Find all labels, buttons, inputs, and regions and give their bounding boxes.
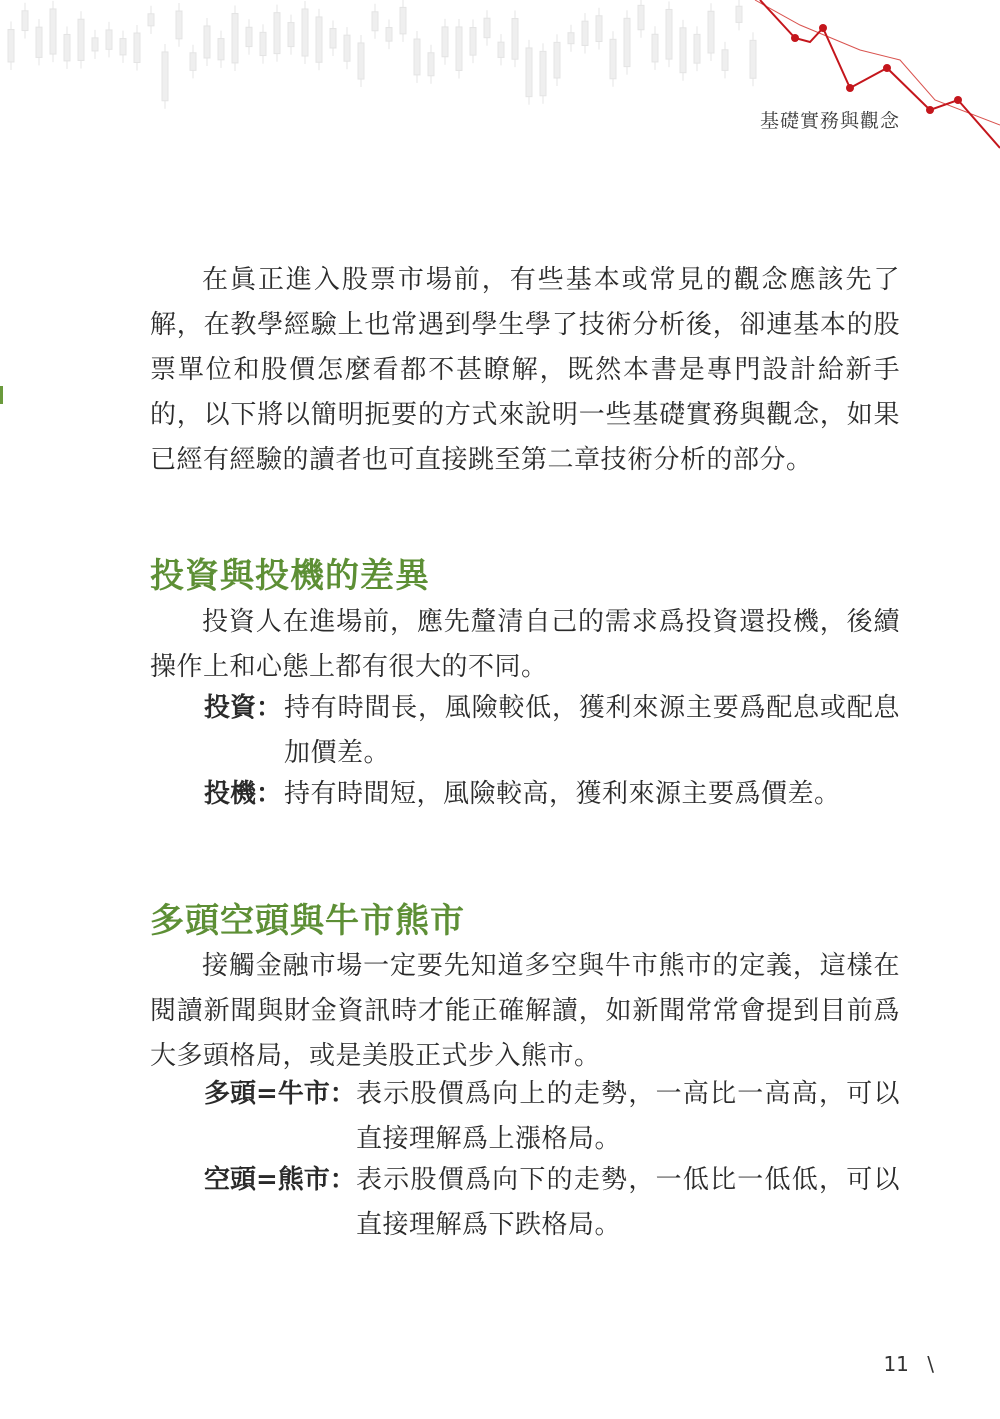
- candle-body: [582, 21, 588, 45]
- candle-body: [694, 34, 700, 63]
- definition-item: [204, 1158, 904, 1248]
- candle-body: [246, 27, 252, 46]
- definition-item: [204, 686, 904, 776]
- candle-body: [134, 33, 140, 62]
- candle-body: [372, 12, 378, 31]
- definition-desc: 持有時間短，風險較高，獲利來源主要爲價差。: [284, 779, 841, 809]
- intro-paragraph: 在眞正進入股票市場前，有些基本或常見的觀念應該先了解，在教學經驗上也常遇到學生學了技術分析後，卻連基本的股票單位和股價怎麼看都不甚瞭解，既然本書是專門設計給新手的，以下將以簡明扼要的方式來說明一些基礎實務與觀念，如果已經有經驗的讀者也可直接跳至第二章技術分析的部分。: [150, 265, 900, 475]
- candle-body: [176, 11, 182, 39]
- definition-item: [204, 1072, 904, 1162]
- candle-body: [106, 30, 112, 49]
- candle-body: [358, 43, 364, 79]
- trend-point: [954, 96, 962, 104]
- candle-body: [512, 19, 518, 60]
- definition-desc: 持有時間長，風險較低，獲利來源主要爲配息或配息加價差。: [284, 693, 900, 768]
- candle-body: [540, 51, 546, 95]
- candle-body: [302, 9, 308, 56]
- candle-body: [400, 7, 406, 33]
- candle-body: [316, 17, 322, 62]
- candle-body: [330, 29, 336, 48]
- candle-body: [652, 34, 658, 62]
- definition-term: 空頭=熊市：: [204, 1165, 356, 1195]
- candle-body: [722, 50, 728, 71]
- candle-body: [50, 9, 56, 54]
- trend-point: [819, 24, 827, 32]
- candle-body: [120, 39, 126, 55]
- candle-body: [92, 38, 98, 51]
- definition-item: [204, 772, 904, 817]
- candle-body: [498, 42, 504, 57]
- candle-body: [344, 35, 350, 61]
- candle-body: [162, 52, 168, 101]
- candle-body: [218, 39, 224, 60]
- candle-body: [288, 23, 294, 47]
- trend-point: [791, 34, 799, 42]
- trend-point: [846, 84, 854, 92]
- candle-body: [8, 30, 14, 62]
- candle-body: [554, 42, 560, 78]
- candle-body: [78, 19, 84, 60]
- candle-body: [190, 53, 196, 71]
- candle-body: [680, 28, 686, 73]
- candle-body: [596, 16, 602, 42]
- candle-body: [232, 14, 238, 63]
- candle-body: [456, 27, 462, 71]
- candle-body: [624, 18, 630, 66]
- candle-body: [414, 39, 420, 75]
- candle-body: [274, 13, 280, 54]
- page-number: [883, 1352, 934, 1376]
- candle-body: [736, 6, 742, 22]
- candle-body: [750, 40, 756, 78]
- definition-term: 投機：: [204, 779, 283, 809]
- candle-body: [470, 28, 476, 56]
- page-number-slash: \: [927, 1352, 934, 1376]
- definition-desc: 表示股價爲向下的走勢，一低比一低低，可以直接理解爲下跌格局。: [356, 1165, 900, 1240]
- candle-body: [204, 26, 210, 58]
- candle-body: [36, 27, 42, 57]
- candle-body: [708, 11, 714, 53]
- section-heading: 多頭空頭與牛市熊市: [150, 901, 465, 941]
- definition-term: 投資：: [204, 693, 283, 723]
- trend-point: [926, 106, 934, 114]
- candle-body: [260, 32, 266, 55]
- candle-body: [568, 33, 574, 44]
- candle-body: [484, 18, 490, 37]
- section-paragraph: 投資人在進場前，應先釐清自己的需求爲投資還投機，後續操作上和心態上都有很大的不同。: [150, 607, 900, 682]
- candle-body: [666, 9, 672, 59]
- definition-term: 多頭=牛市：: [204, 1079, 356, 1109]
- candle-body: [64, 34, 70, 60]
- running-header: 基礎實務與觀念: [759, 110, 900, 132]
- definition-desc: 表示股價爲向上的走勢，一高比一高高，可以直接理解爲上漲格局。: [356, 1079, 900, 1154]
- trend-point: [883, 64, 891, 72]
- candle-body: [442, 27, 448, 57]
- candle-body: [526, 48, 532, 97]
- candle-body: [638, 5, 644, 29]
- section-heading: 投資與投機的差異: [150, 556, 430, 596]
- candle-body: [22, 11, 28, 31]
- candle-body: [428, 53, 434, 76]
- candle-body: [386, 28, 392, 42]
- page-number-value: 11: [883, 1352, 909, 1376]
- candle-body: [610, 39, 616, 78]
- section-paragraph: 接觸金融市場一定要先知道多空與牛市熊市的定義，這樣在閱讀新聞與財金資訊時才能正確解讀，如新聞常常會提到目前爲大多頭格局，或是美股正式步入熊市。: [150, 951, 900, 1071]
- side-margin-mark: [0, 386, 3, 404]
- candle-body: [148, 14, 154, 26]
